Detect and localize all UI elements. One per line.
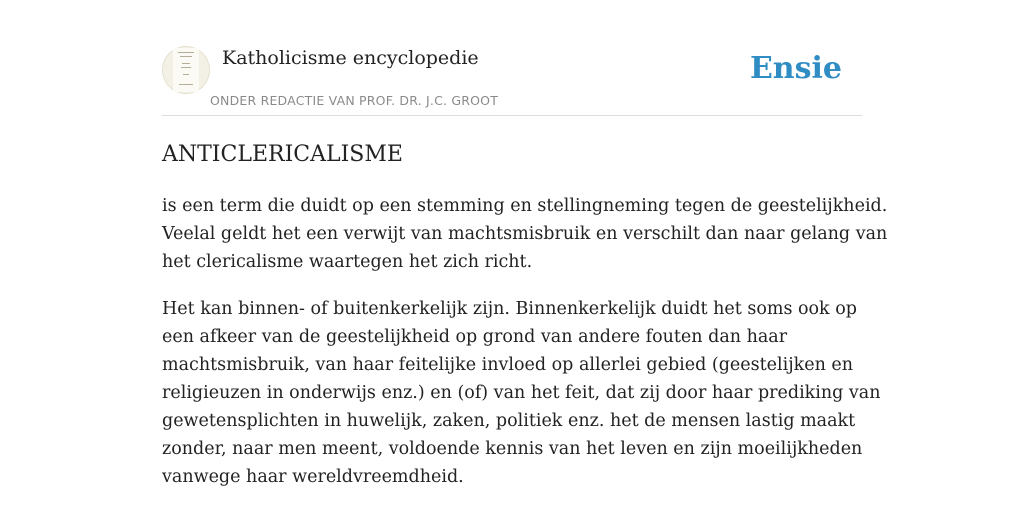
entry-paragraph xyxy=(162,295,881,491)
page xyxy=(162,0,888,487)
cover-page-graphic xyxy=(173,48,199,92)
paragraph-line: vanwege haar wereldvreemdheid. xyxy=(162,467,464,487)
cover-text-line xyxy=(182,63,190,64)
paragraph-line: religieuzen in onderwijs enz.) en (of) van het feit, dat zij door haar prediking van xyxy=(162,383,881,403)
paragraph-line: een afkeer van de geestelijkheid op grond van andere fouten dan haar xyxy=(162,327,788,347)
cover-text-line xyxy=(181,67,191,68)
paragraph-line: Veelal geldt het een verwijt van machtsmisbruik en verschilt dan naar gelang van xyxy=(162,224,888,244)
paragraph-line: het clericalisme waartegen het zich richt. xyxy=(162,252,533,272)
header xyxy=(162,0,862,116)
paragraph-line: machtsmisbruik, van haar feitelijke invloed op allerlei gebied (geestelijken en xyxy=(162,355,854,375)
cover-text-line xyxy=(178,52,194,53)
brand-logo[interactable]: Ensie xyxy=(749,51,842,86)
paragraph-line: zonder, naar men meent, voldoende kennis van het leven en zijn moeilijkheden xyxy=(162,439,863,459)
paragraph-line: gewetensplichten in huwelijk, zaken, politiek enz. het de mensen lastig maakt xyxy=(162,411,856,431)
paragraph-line: is een term die duidt op een stemming en stellingneming tegen de geestelijkheid. xyxy=(162,196,888,216)
book-subtitle: ONDER REDACTIE VAN PROF. DR. J.C. GROOT xyxy=(210,93,499,108)
cover-text-line xyxy=(180,56,192,57)
entry-paragraph xyxy=(162,192,888,276)
paragraph-line: Het kan binnen- of buitenkerkelijk zijn. Binnenkerkelijk duidt het soms ook op xyxy=(162,299,857,319)
book-cover-image[interactable] xyxy=(162,46,210,94)
entry-title: ANTICLERICALISME xyxy=(162,142,403,167)
cover-text-line xyxy=(179,84,193,85)
book-title-link[interactable]: Katholicisme encyclopedie xyxy=(222,47,479,69)
cover-text-line xyxy=(183,74,189,75)
